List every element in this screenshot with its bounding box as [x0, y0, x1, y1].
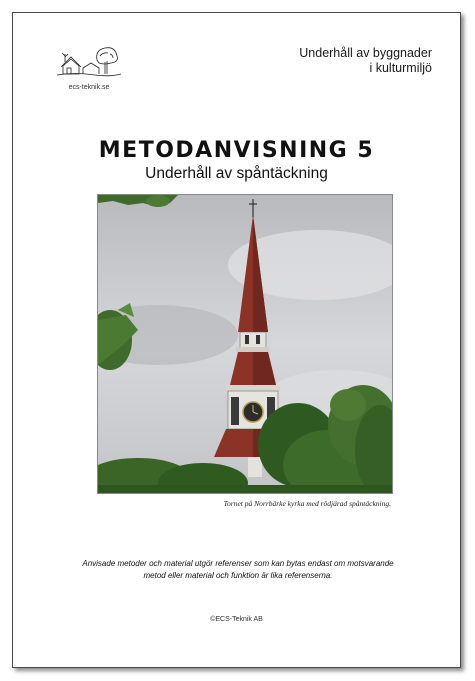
disclaimer-text: Anvisade metoder och material utgör referenser som kan bytas endast om motsvarande metod eller material och funktion är lika referenserna.: [82, 559, 394, 580]
photo-caption: Tornet på Norrbärke kyrka med rödjärad spåntäckning.: [223, 499, 391, 508]
document-page: [12, 12, 461, 668]
header-subtitle-line1: Underhåll av byggnader: [299, 46, 432, 60]
house-tree-logo-icon: [55, 44, 123, 84]
logo-caption: ecs-teknik.se: [68, 84, 110, 91]
page-title: METODANVISNING 5: [98, 138, 375, 163]
page-subtitle: Underhåll av spåntäckning: [145, 165, 328, 182]
header-subtitle: [299, 46, 432, 76]
header-subtitle-line2: i kulturmiljö: [369, 61, 432, 75]
copyright-text: ©ECS-Teknik AB: [210, 616, 263, 623]
church-tower-photo: [97, 194, 393, 494]
church-tower-illustration: [98, 195, 393, 494]
company-logo[interactable]: [55, 44, 123, 102]
